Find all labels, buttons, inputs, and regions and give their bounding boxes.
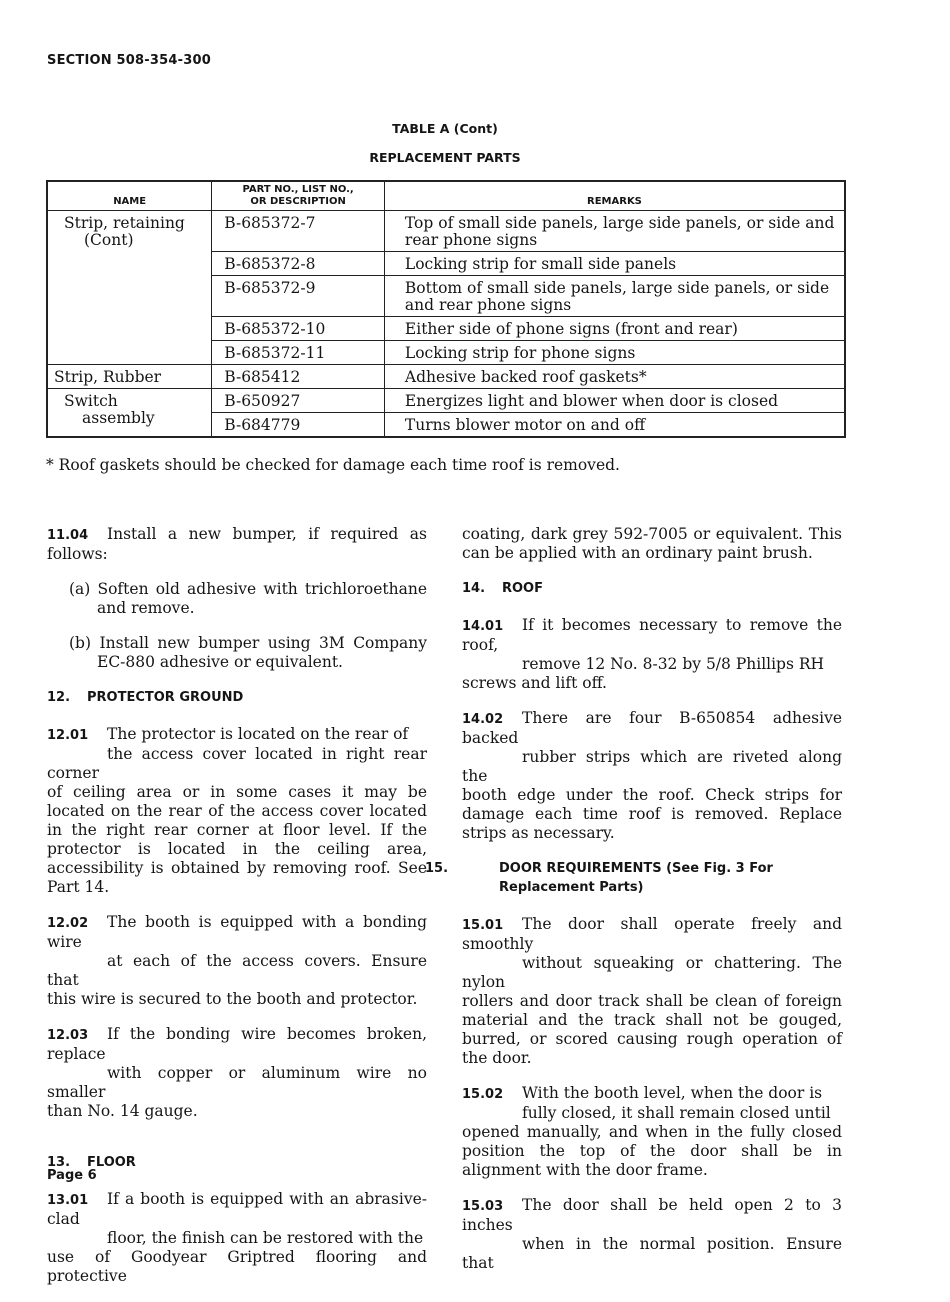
- part-cell: B-684779: [212, 413, 385, 438]
- heading-title: FLOOR: [87, 1155, 136, 1170]
- remarks-cell: Locking strip for small side panels: [384, 252, 845, 276]
- name-text: Strip, retaining: [64, 214, 185, 232]
- column-header-name: NAME: [47, 181, 212, 211]
- table-subtitle: REPLACEMENT PARTS: [369, 150, 521, 165]
- replacement-parts-table: [46, 180, 846, 438]
- heading-13: [47, 1153, 427, 1172]
- paragraph-text-rest: rollers and door track shall be clean of foreign material and the track shall not be gouged, burred, or scored causing rough operation of the door.: [462, 992, 842, 1067]
- paragraph-text: If it becomes necessary to remove the roof,: [462, 616, 842, 654]
- part-cell: B-685372-10: [212, 317, 385, 341]
- table-header-row: [47, 181, 845, 211]
- paragraph-text: The door shall be held open 2 to 3 inches: [462, 1196, 842, 1234]
- paragraph-text-rest: this wire is secured to the booth and protector.: [47, 990, 418, 1008]
- left-column: [47, 525, 427, 1302]
- table-caption: TABLE A (Cont): [392, 121, 498, 136]
- paragraph-text: The protector is located on the rear of: [107, 725, 409, 743]
- remarks-cell: Energizes light and blower when door is closed: [384, 389, 845, 413]
- paragraph-number: 12.01: [47, 728, 89, 743]
- table-row: [47, 211, 845, 252]
- part-cell: B-685372-9: [212, 276, 385, 317]
- remarks-cell: Top of small side panels, large side panels, or side and rear phone signs: [384, 211, 845, 252]
- section-header: SECTION 508-354-300: [47, 53, 211, 68]
- name-text-cont: assembly: [82, 409, 155, 427]
- part-cell: B-685372-11: [212, 341, 385, 365]
- paragraph-13-01-continued: coating, dark grey 592-7005 or equivalent. This can be applied with an ordinary paint brush.: [462, 525, 842, 562]
- heading-number: 12.: [47, 690, 71, 705]
- paragraph-text-cont: when in the normal position. Ensure that: [462, 1235, 842, 1272]
- name-cell: [47, 389, 212, 438]
- paragraph-12-02: [47, 913, 427, 1009]
- paragraph-14-02: [462, 709, 842, 843]
- column-header-part: [212, 181, 385, 211]
- paragraph-text-cont: rubber strips which are riveted along the: [462, 748, 842, 785]
- paragraph-15-03: [462, 1196, 842, 1273]
- column-header-part-line2: OR DESCRIPTION: [250, 196, 346, 207]
- paragraph-12-03: [47, 1025, 427, 1121]
- paragraph-number: 15.03: [462, 1199, 504, 1214]
- paragraph-text-rest: screws and lift off.: [462, 674, 607, 692]
- heading-title: ROOF: [502, 581, 543, 596]
- paragraph-number: 15.02: [462, 1087, 504, 1102]
- table-row: [47, 389, 845, 413]
- subparagraph-a: (a) Soften old adhesive with trichloroethane and remove.: [69, 580, 427, 617]
- paragraph-text-rest: booth edge under the roof. Check strips for damage each time roof is removed. Replace strips as necessary.: [462, 786, 842, 842]
- paragraph-number: 12.02: [47, 916, 89, 931]
- paragraph-number: 14.02: [462, 712, 504, 727]
- paragraph-text: If a booth is equipped with an abrasive-clad: [47, 1190, 427, 1228]
- column-header-part-line1: PART NO., LIST NO.,: [242, 184, 354, 195]
- paragraph-11-04: [47, 525, 427, 564]
- remarks-cell: Locking strip for phone signs: [384, 341, 845, 365]
- remarks-cell: Bottom of small side panels, large side panels, or side and rear phone signs: [384, 276, 845, 317]
- paragraph-text-rest: opened manually, and when in the fully closed position the top of the door shall be in alignment with the door frame.: [462, 1123, 842, 1179]
- heading-12: [47, 688, 427, 707]
- paragraph-number: 14.01: [462, 619, 504, 634]
- heading-number: 15.: [425, 861, 449, 876]
- name-text-cont: (Cont): [84, 231, 134, 249]
- paragraph-text: If the bonding wire becomes broken, replace: [47, 1025, 427, 1063]
- paragraph-text: The booth is equipped with a bonding wire: [47, 913, 427, 951]
- page-number: Page 6: [47, 1168, 97, 1183]
- part-cell: B-685372-8: [212, 252, 385, 276]
- paragraph-number: 15.01: [462, 918, 504, 933]
- paragraph-text: There are four B-650854 adhesive backed: [462, 709, 842, 747]
- name-text: Switch: [64, 392, 118, 410]
- paragraph-text-cont: fully closed, it shall remain closed until: [522, 1104, 831, 1122]
- paragraph-text: The door shall operate freely and smoothly: [462, 915, 842, 953]
- paragraph-number: 11.04: [47, 528, 89, 543]
- paragraph-15-02: [462, 1084, 842, 1180]
- heading-15: [425, 859, 842, 897]
- paragraph-12-01: [47, 725, 427, 897]
- paragraph-text-cont: at each of the access covers. Ensure that: [47, 952, 427, 989]
- name-cell: Strip, Rubber: [47, 365, 212, 389]
- paragraph-13-01: [47, 1190, 427, 1286]
- table-row: [47, 365, 845, 389]
- paragraph-number: 12.03: [47, 1028, 89, 1043]
- part-cell: B-685372-7: [212, 211, 385, 252]
- column-header-remarks: REMARKS: [384, 181, 845, 211]
- paragraph-15-01: [462, 915, 842, 1068]
- paragraph-text-cont: the access cover located in right rear corner: [47, 745, 427, 782]
- paragraph-text-cont: with copper or aluminum wire no smaller: [47, 1064, 427, 1101]
- part-cell: B-650927: [212, 389, 385, 413]
- paragraph-text: Install a new bumper, if required as follows:: [47, 525, 427, 563]
- heading-title: PROTECTOR GROUND: [87, 690, 244, 705]
- name-cell: [47, 211, 212, 365]
- paragraph-text: With the booth level, when the door is: [522, 1084, 823, 1102]
- heading-number: 13.: [47, 1155, 71, 1170]
- paragraph-text-rest: than No. 14 gauge.: [47, 1102, 198, 1120]
- part-cell: B-685412: [212, 365, 385, 389]
- paragraph-14-01: [462, 616, 842, 693]
- paragraph-text-cont: remove 12 No. 8-32 by 5/8 Phillips RH: [522, 655, 825, 673]
- remarks-cell: Either side of phone signs (front and rear): [384, 317, 845, 341]
- paragraph-text-cont: without squeaking or chattering. The nylon: [462, 954, 842, 991]
- heading-title: DOOR REQUIREMENTS (See Fig. 3 For Replacement Parts): [499, 861, 773, 895]
- paragraph-text-cont: floor, the finish can be restored with the: [107, 1229, 424, 1247]
- remarks-cell: Turns blower motor on and off: [384, 413, 845, 438]
- table-footnote: * Roof gaskets should be checked for damage each time roof is removed.: [46, 456, 620, 474]
- paragraph-text-rest: of ceiling area or in some cases it may be located on the rear of the access cover located in the right rear corner at floor level. If the protector is located in the ceiling area, accessibility is obtained by removing roof. See Part 14.: [47, 783, 427, 896]
- right-column: [425, 525, 842, 1289]
- paragraph-number: 13.01: [47, 1193, 89, 1208]
- paragraph-text-rest: use of Goodyear Griptred flooring and protective: [47, 1248, 427, 1285]
- subparagraph-b: (b) Install new bumper using 3M Company EC-880 adhesive or equivalent.: [69, 634, 427, 671]
- remarks-cell: Adhesive backed roof gaskets*: [384, 365, 845, 389]
- heading-14: [462, 579, 842, 598]
- heading-number: 14.: [462, 581, 486, 596]
